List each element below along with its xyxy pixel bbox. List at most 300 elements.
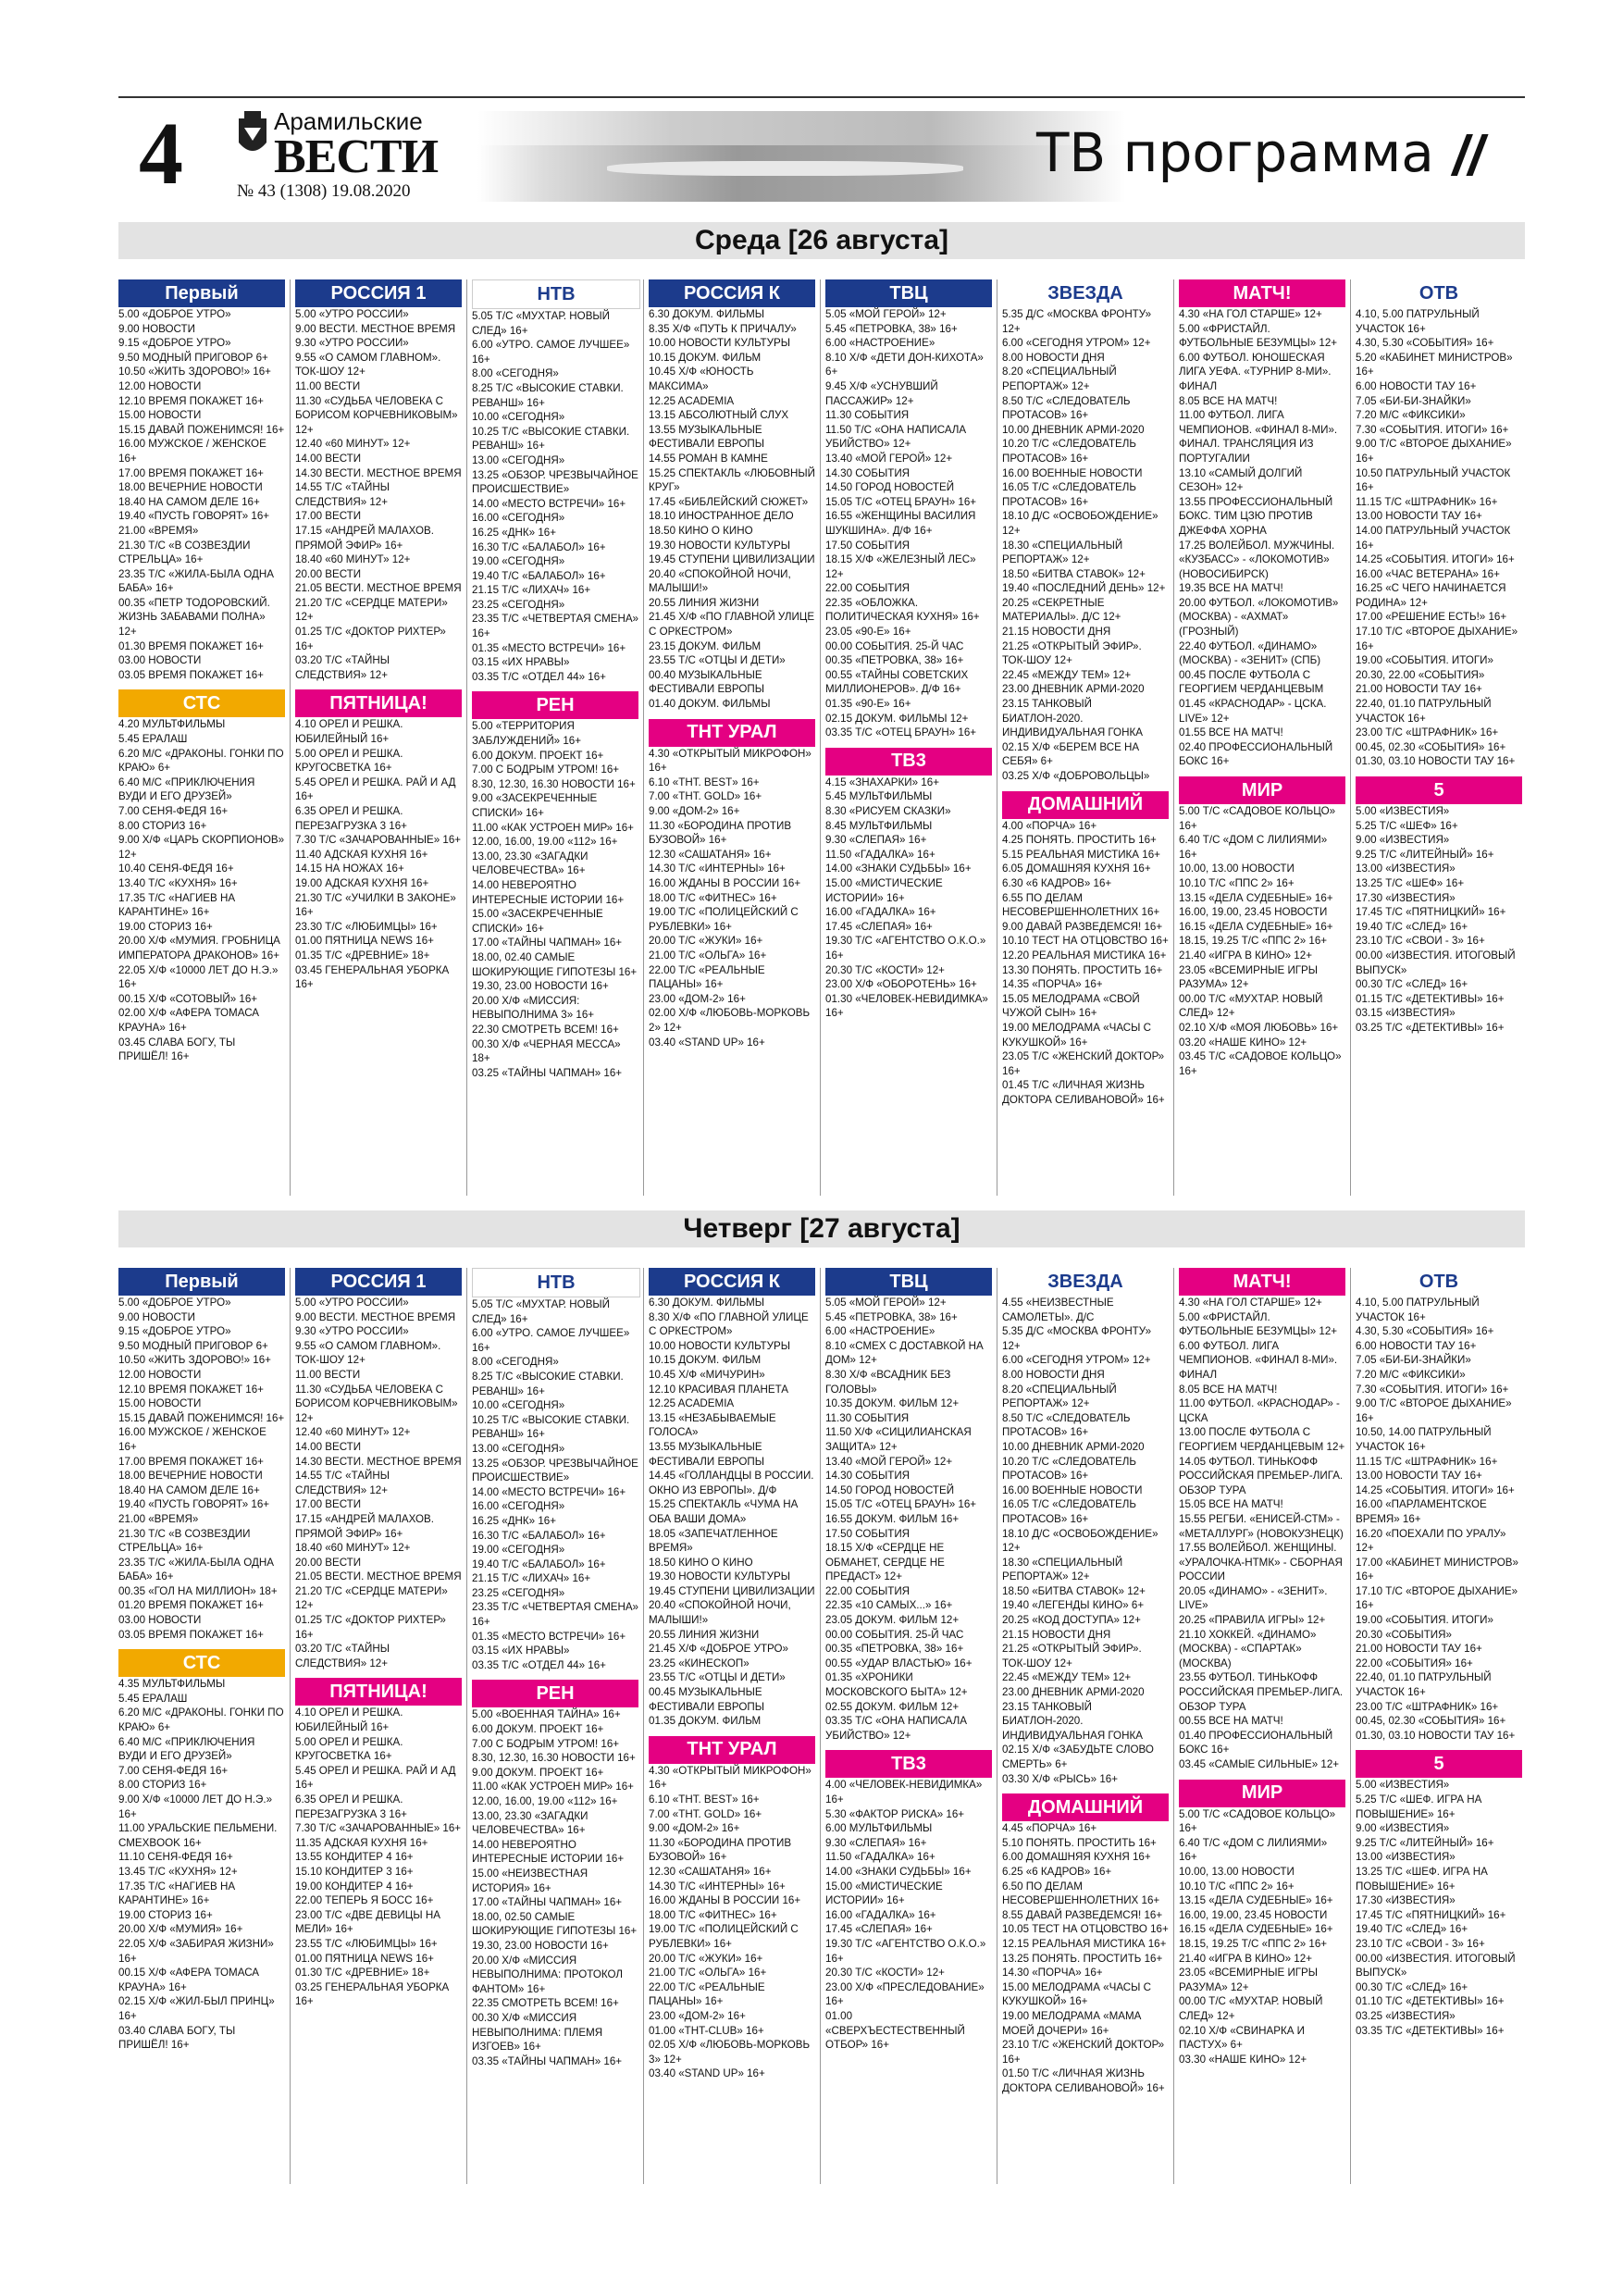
channel-column	[825, 279, 992, 1021]
program-list	[472, 1297, 638, 1672]
program-item: 18.50 «БИТВА СТАВОК» 12+	[1002, 567, 1146, 580]
program-item: 10.25 Т/С «ВЫСОКИЕ СТАВКИ. РЕВАНШ» 16+	[472, 425, 630, 453]
column-divider	[643, 279, 644, 1196]
program-item: 03.45 СЛАВА БОГУ, ТЫ ПРИШЁЛ! 16+	[118, 1036, 236, 1063]
program-item: 8.05 ВСЕ НА МАТЧ!	[1179, 394, 1278, 407]
program-item: 15.15 ДАВАЙ ПОЖЕНИМСЯ! 16+	[118, 423, 285, 436]
program-item: 00.35 «ПЕТРОВКА, 38» 16+	[825, 1643, 964, 1656]
program-item: 17.15 «АНДРЕЙ МАЛАХОВ. ПРЯМОЙ ЭФИР» 16+	[295, 524, 434, 552]
program-item: 6.00 МУЛЬТФИЛЬМЫ	[825, 1822, 933, 1835]
channel-logo	[295, 1268, 462, 1296]
channel-name: Первый	[165, 1271, 239, 1292]
program-item: 21.20 Т/С «СЕРДЦЕ МАТЕРИ» 12+	[295, 1584, 448, 1612]
program-item: 21.15 Т/С «ЛИХАЧ» 16+	[472, 584, 591, 597]
program-list	[1356, 1778, 1522, 2038]
program-item: 18.50 «БИТВА СТАВОК» 12+	[1002, 1584, 1146, 1597]
program-item: 13.25 Т/С «ШЕФ» 16+	[1356, 876, 1465, 889]
program-item: 13.55 МУЗЫКАЛЬНЫЕ ФЕСТИВАЛИ ЕВРОПЫ	[649, 1440, 765, 1468]
program-item: 15.00 НОВОСТИ	[118, 409, 202, 422]
program-item: 14.00 НЕВЕРОЯТНО ИНТЕРЕСНЫЕ ИСТОРИИ 16+	[472, 1838, 625, 1866]
program-item: 17.00 ВРЕМЯ ПОКАЖЕТ 16+	[118, 466, 264, 479]
program-item: 16.00, 19.00, 23.45 НОВОСТИ	[1179, 906, 1328, 919]
program-item: 10.00, 13.00 НОВОСТИ	[1179, 1865, 1295, 1878]
channel-name: РОССИЯ 1	[330, 282, 427, 304]
program-item: 7.00 СЕНЯ-ФЕДЯ 16+	[118, 805, 229, 817]
program-item: 16.30 Т/С «БАЛАБОЛ» 16+	[472, 1529, 606, 1542]
column-divider	[643, 1268, 644, 2184]
program-item: 15.25 СПЕКТАКЛЬ «ЛЮБОВНЫЙ КРУГ»	[649, 466, 816, 494]
program-item: 11.30 «БОРОДИНА ПРОТИВ БУЗОВОЙ» 16+	[649, 1836, 792, 1864]
program-item: 22.40 ФУТБОЛ. «ДИНАМО» (МОСКВА) - «ЗЕНИТ» (СПБ)	[1179, 639, 1321, 667]
program-item: 9.30 «СЛЕПАЯ» 16+	[825, 834, 927, 847]
program-item: 11.30 СОБЫТИЯ	[825, 1411, 910, 1424]
program-item: 10.50 «ЖИТЬ ЗДОРОВО!» 16+	[118, 1354, 271, 1367]
program-item: 16.00 ВОЕННЫЕ НОВОСТИ	[1002, 1483, 1143, 1496]
program-item: 15.05 ВСЕ НА МАТЧ!	[1179, 1498, 1283, 1511]
program-item: 7.00 С БОДРЫМ УТРОМ! 16+	[472, 1737, 620, 1750]
program-item: 9.00 «ДОМ-2» 16+	[649, 805, 740, 817]
program-item: 13.40 Т/С «КУХНЯ» 16+	[118, 876, 238, 889]
program-item: 22.00 ТЕПЕРЬ Я БОСС 16+	[295, 1894, 434, 1907]
program-item: 18.50 КИНО О КИНО	[649, 1556, 753, 1569]
channel-column	[1002, 1268, 1169, 2095]
program-item: 6.20 М/С «ДРАКОНЫ. ГОНКИ ПО КРАЮ» 6+	[118, 747, 284, 775]
program-item: 9.30 «СЛЕПАЯ» 16+	[825, 1836, 927, 1849]
program-item: 9.00 ДАВАЙ РАЗВЕДЕМСЯ! 16+	[1002, 920, 1163, 933]
column-divider	[290, 279, 291, 1196]
program-item: 02.55 ДОКУМ. ФИЛЬМ 12+	[825, 1700, 960, 1713]
program-item: 16.25 «С ЧЕГО НАЧИНАЕТСЯ РОДИНА» 12+	[1356, 582, 1506, 609]
channel-name: ЗВЕЗДА	[1047, 1271, 1123, 1292]
program-item: 21.45 Х/Ф «ПО ГЛАВНОЙ УЛИЦЕ С ОРКЕСТРОМ»	[649, 611, 815, 639]
program-item: 6.00 ДОКУМ. ПРОЕКТ 16+	[472, 1723, 604, 1736]
program-item: 20.00 ВЕСТИ	[295, 567, 362, 580]
column-divider	[820, 1268, 821, 2184]
channel-column	[118, 1268, 285, 2053]
program-item: 14.30 «ПОРЧА» 16+	[1002, 1967, 1103, 1980]
program-item: 6.00 «УТРО. САМОЕ ЛУЧШЕЕ» 16+	[472, 1327, 630, 1354]
program-item: 19.40 Т/С «БАЛАБОЛ» 16+	[472, 569, 606, 582]
program-item: 15.00 «ЗАСЕКРЕЧЕННЫЕ СПИСКИ» 16+	[472, 908, 603, 935]
program-item: 21.15 НОВОСТИ ДНЯ	[1002, 626, 1111, 639]
program-item: 9.00 «ДОМ-2» 16+	[649, 1822, 740, 1835]
program-item: 15.05 Т/С «ОТЕЦ БРАУН» 16+	[825, 1498, 977, 1511]
program-item: 19.00 СТОРИЗ 16+	[118, 920, 213, 933]
sub-channel-logo	[295, 689, 462, 717]
program-item: 12.00 НОВОСТИ	[118, 379, 202, 392]
channel-name: ОТВ	[1419, 282, 1459, 304]
program-item: 20.30 Т/С «КОСТИ» 12+	[825, 1967, 945, 1980]
schedule-wednesday	[118, 279, 1525, 1205]
channel-name: ЗВЕЗДА	[1047, 282, 1123, 304]
program-item: 19.30, 23.00 НОВОСТИ 16+	[472, 980, 609, 993]
program-item: 7.20 М/С «ФИКСИКИ»	[1356, 409, 1466, 422]
issue-info: № 43 (1308) 19.08.2020	[237, 181, 411, 201]
program-item: 9.00 ДОКУМ. ПРОЕКТ 16+	[472, 1766, 604, 1779]
program-item: 9.15 «ДОБРОЕ УТРО»	[118, 1325, 231, 1338]
section-slashes: //	[1453, 125, 1484, 187]
sub-channel-logo	[472, 691, 638, 719]
program-item: 01.35 ДОКУМ. ФИЛЬМ	[649, 1715, 762, 1728]
program-item: 19.35 ВСЕ НА МАТЧ!	[1179, 582, 1283, 595]
program-item: 19.00 Т/С «ПОЛИЦЕЙСКИЙ С РУБЛЕВКИ» 16+	[649, 1923, 799, 1950]
program-item: 03.25 «ИЗВЕСТИЯ»	[1356, 2009, 1456, 2022]
program-item: 18.00 ВЕЧЕРНИЕ НОВОСТИ	[118, 1470, 263, 1483]
program-item: 22.05 Х/Ф «10000 ЛЕТ ДО Н.Э.» 16+	[118, 963, 279, 991]
channel-name: РОССИЯ 1	[330, 1271, 427, 1292]
program-item: 00.55 «ТАЙНЫ СОВЕТСКИХ МИЛЛИОНЕРОВ». Д/Ф 16+	[825, 668, 969, 696]
program-item: 23.25 «СЕГОДНЯ»	[472, 1586, 565, 1599]
program-item: 21.15 Т/С «ЛИХАЧ» 16+	[472, 1572, 591, 1585]
column-divider	[466, 279, 467, 1196]
program-item: 22.30 СМОТРЕТЬ ВСЕМ! 16+	[472, 1023, 619, 1036]
column-divider	[1173, 1268, 1174, 2184]
program-item: 01.25 Т/С «ДОКТОР РИХТЕР» 16+	[295, 1614, 446, 1641]
program-item: 19.30, 23.00 НОВОСТИ 16+	[472, 1939, 609, 1952]
program-item: 5.00 Т/С «САДОВОЕ КОЛЬЦО» 16+	[1179, 1807, 1336, 1835]
sub-channel-name: ПЯТНИЦА!	[329, 1681, 427, 1702]
program-list	[295, 1706, 462, 2008]
photo-sky	[477, 111, 1125, 145]
channel-column	[472, 1268, 638, 2068]
program-item: 13.55 КОНДИТЕР 4 16+	[295, 1851, 414, 1864]
program-item: 03.40 СЛАВА БОГУ, ТЫ ПРИШЁЛ! 16+	[118, 2024, 236, 2052]
program-item: 10.45 Х/Ф «ЮНОСТЬ МАКСИМА»	[649, 366, 754, 392]
program-item: 5.45 ОРЕЛ И РЕШКА. РАЙ И АД 16+	[295, 1764, 456, 1792]
program-item: 12.25 ACADEMIA	[649, 394, 735, 407]
program-list	[1356, 804, 1522, 1036]
program-item: 9.00 НОВОСТИ	[118, 1310, 195, 1323]
program-item: 16.55 ДОКУМ. ФИЛЬМ 16+	[825, 1512, 960, 1525]
program-item: 02.40 ПРОФЕССИОНАЛЬНЫЙ БОКС 16+	[1179, 740, 1333, 768]
program-item: 23.05 Т/С «ЖЕНСКИЙ ДОКТОР» 16+	[1002, 1050, 1165, 1077]
program-item: 6.00 ДОМАШНЯЯ КУХНЯ 16+	[1002, 1851, 1151, 1864]
program-item: 14.30 ВЕСТИ. МЕСТНОЕ ВРЕМЯ	[295, 1455, 462, 1468]
sub-channel-logo	[1002, 791, 1169, 819]
program-item: 23.05 «ВСЕМИРНЫЕ ИГРЫ РАЗУМА» 12+	[1179, 1967, 1319, 1993]
program-item: 19.40 «ЛЕГЕНДЫ КИНО» 6+	[1002, 1599, 1145, 1612]
program-item: 6.00 «НАСТРОЕНИЕ»	[825, 337, 935, 350]
channel-column	[118, 279, 285, 1064]
program-item: 8.10 Х/Ф «ДЕТИ ДОН-КИХОТА» 6+	[825, 351, 984, 379]
program-item: 01.35 «ХРОНИКИ МОСКОВСКОГО БЫТА» 12+	[825, 1671, 968, 1699]
program-item: 9.45 Х/Ф «УСНУВШИЙ ПАССАЖИР» 12+	[825, 379, 938, 407]
program-item: 20.00 Х/Ф «МУМИЯ. ГРОБНИЦА ИМПЕРАТОРА ДРАКОНОВ» 16+	[118, 935, 280, 962]
program-item: 8.00 «СЕГОДНЯ»	[472, 367, 559, 380]
program-item: 8.00 СТОРИЗ 16+	[118, 1779, 207, 1792]
program-item: 03.40 «STAND UP» 16+	[649, 2067, 765, 2080]
program-item: 18.15, 19.25 Т/С «ППС 2» 16+	[1179, 935, 1328, 948]
program-item: 4.30 «ОТКРЫТЫЙ МИКРОФОН» 16+	[649, 1764, 812, 1792]
program-item: 10.00 НОВОСТИ КУЛЬТУРЫ	[649, 1339, 790, 1352]
program-item: 22.00 Т/С «РЕАЛЬНЫЕ ПАЦАНЫ» 16+	[649, 963, 765, 991]
program-item: 7.20 М/С «ФИКСИКИ»	[1356, 1368, 1466, 1381]
program-item: 7.00 СЕНЯ-ФЕДЯ 16+	[118, 1764, 229, 1777]
program-list	[1002, 307, 1169, 784]
program-item: 19.30 НОВОСТИ КУЛЬТУРЫ	[649, 1570, 790, 1583]
program-item: 11.00 УРАЛЬСКИЕ ПЕЛЬМЕНИ. СМЕХBOOK 16+	[118, 1822, 278, 1849]
program-item: 20.30 Т/С «КОСТИ» 12+	[825, 963, 945, 976]
channel-column	[1356, 279, 1522, 1036]
program-item: 4.25 ПОНЯТЬ. ПРОСТИТЬ 16+	[1002, 834, 1157, 847]
program-item: 14.05 ФУТБОЛ. ТИНЬКОФФ РОССИЙСКАЯ ПРЕМЬЕР-ЛИГА. ОБЗОР ТУРА	[1179, 1455, 1344, 1496]
program-item: 5.00 «ВОЕННАЯ ТАЙНА» 16+	[472, 1708, 621, 1721]
program-item: 5.00 «ИЗВЕСТИЯ»	[1356, 805, 1450, 817]
program-item: 23.15 ДОКУМ. ФИЛЬМ	[649, 639, 762, 652]
program-item: 16.00 «ГАДАЛКА» 16+	[825, 906, 936, 919]
program-item: 5.05 «МОЙ ГЕРОЙ» 12+	[825, 1297, 947, 1309]
channel-logo	[1356, 279, 1522, 307]
program-item: 12.10 ВРЕМЯ ПОКАЖЕТ 16+	[118, 1383, 264, 1396]
program-list	[472, 309, 638, 684]
program-item: 23.25 «КИНЕСКОП»	[649, 1657, 750, 1669]
channel-logo	[118, 279, 285, 307]
program-item: 4.10, 5.00 ПАТРУЛЬНЫЙ УЧАСТОК 16+	[1356, 1297, 1480, 1323]
program-list	[1179, 1296, 1345, 1772]
program-item: 4.15 «ЗНАХАРКИ» 16+	[825, 776, 939, 788]
program-item: 7.05 «БИ-БИ-ЗНАЙКИ»	[1356, 1354, 1471, 1367]
program-item: 11.00 «КАК УСТРОЕН МИР» 16+	[472, 1781, 634, 1793]
program-list	[1002, 1821, 1169, 2095]
top-rule	[118, 96, 1525, 98]
program-item: 00.45 ПОСЛЕ ФУТБОЛА С ГЕОРГИЕМ ЧЕРДАНЦЕВЫМ	[1179, 668, 1324, 696]
program-item: 02.10 Х/Ф «СВИНАРКА И ПАСТУХ» 6+	[1179, 2024, 1305, 2052]
program-item: 10.45 Х/Ф «МИЧУРИН»	[649, 1368, 765, 1381]
program-list	[472, 719, 638, 1080]
program-item: 11.30 «СУДЬБА ЧЕЛОВЕКА С БОРИСОМ КОРЧЕВНИКОВЫМ» 12+	[295, 1383, 458, 1424]
program-item: 13.00 «ИЗВЕСТИЯ»	[1356, 1851, 1456, 1864]
program-item: 9.15 «ДОБРОЕ УТРО»	[118, 337, 231, 350]
program-item: 17.45 Т/С «ПЯТНИЦКИЙ» 16+	[1356, 1908, 1506, 1921]
program-item: 8.00 НОВОСТИ ДНЯ	[1002, 1368, 1105, 1381]
program-item: 23.05 «90-Е» 16+	[825, 626, 911, 639]
program-item: 9.00 ВЕСТИ. МЕСТНОЕ ВРЕМЯ	[295, 322, 456, 335]
program-item: 12.25 ACADEMIA	[649, 1397, 735, 1410]
column-divider	[820, 279, 821, 1196]
program-item: 19.40 Т/С «СЛЕД» 16+	[1356, 1923, 1468, 1936]
program-item: 8.30, 12.30, 16.30 НОВОСТИ 16+	[472, 1752, 636, 1765]
program-item: 13.15 «НЕЗАБЫВАЕМЫЕ ГОЛОСА»	[649, 1411, 776, 1439]
program-item: 16.00 «СЕГОДНЯ»	[472, 512, 565, 525]
program-item: 20.00 Х/Ф «МИССИЯ НЕВЫПОЛНИМА: ПРОТОКОЛ ФАНТОМ» 16+	[472, 1954, 623, 1995]
channel-name: МАТЧ!	[1233, 1271, 1292, 1292]
program-item: 16.00 «ЧАС ВЕТЕРАНА» 16+	[1356, 567, 1500, 580]
program-item: 8.25 Т/С «ВЫСОКИЕ СТАВКИ. РЕВАНШ» 16+	[472, 1370, 624, 1397]
column-divider	[466, 1268, 467, 2184]
program-item: 00.00 «ИЗВЕСТИЯ. ИТОГОВЫЙ ВЫПУСК»	[1356, 949, 1516, 976]
channel-column	[649, 279, 815, 1049]
program-item: 03.35 Т/С «ОТЕЦ БРАУН» 16+	[825, 726, 977, 739]
program-item: 01.30, 03.10 НОВОСТИ ТАУ 16+	[1356, 1729, 1516, 1742]
program-item: 14.30 СОБЫТИЯ	[825, 1470, 911, 1483]
program-item: 23.35 Т/С «ЖИЛА-БЫЛА ОДНА БАБА» 16+	[118, 1556, 274, 1583]
program-item: 17.30 «ИЗВЕСТИЯ»	[1356, 891, 1456, 904]
program-item: 6.30 ДОКУМ. ФИЛЬМЫ	[649, 308, 765, 320]
sub-channel-name: РЕН	[536, 694, 575, 715]
program-item: 03.05 ВРЕМЯ ПОКАЖЕТ 16+	[118, 1628, 264, 1641]
program-item: 21.00 Т/С «ОЛЬГА» 16+	[649, 949, 767, 962]
program-item: 12.00 НОВОСТИ	[118, 1368, 202, 1381]
program-item: 11.00 ВЕСТИ	[295, 379, 361, 392]
program-item: 6.30 «6 КАДРОВ» 16+	[1002, 876, 1112, 889]
program-item: 14.30 Т/С «ИНТЕРНЫ» 16+	[649, 1880, 786, 1893]
sub-channel-logo	[1356, 1750, 1522, 1778]
sub-channel-logo	[825, 1750, 992, 1778]
program-item: 01.35 «МЕСТО ВСТРЕЧИ» 16+	[472, 1630, 626, 1643]
program-item: 01.35 «90-Е» 16+	[825, 698, 911, 711]
program-item: 11.35 АДСКАЯ КУХНЯ 16+	[295, 1836, 428, 1849]
program-item: 02.15 Х/Ф «ЖИЛ-БЫЛ ПРИНЦ» 16+	[118, 1995, 275, 2022]
program-item: 11.50 «ГАДАЛКА» 16+	[825, 1851, 935, 1864]
sub-channel-logo	[1356, 776, 1522, 804]
program-item: 17.45 «СЛЕПАЯ» 16+	[825, 1923, 933, 1936]
program-item: 16.25 «ДНК» 16+	[472, 526, 556, 539]
program-item: 18.05 «ЗАПЕЧАТЛЕННОЕ ВРЕМЯ»	[649, 1527, 778, 1555]
program-item: 00.00 СОБЫТИЯ. 25-Й ЧАС	[825, 1628, 964, 1641]
program-item: 5.45 ОРЕЛ И РЕШКА. РАЙ И АД 16+	[295, 776, 456, 803]
program-item: 19.40 Т/С «СЛЕД» 16+	[1356, 920, 1468, 933]
program-item: 22.00 СОБЫТИЯ	[825, 1584, 911, 1597]
program-item: 13.25 ПОНЯТЬ. ПРОСТИТЬ 16+	[1002, 1952, 1163, 1965]
program-item: 19.00 СТОРИЗ 16+	[118, 1908, 213, 1921]
program-item: 03.30 «НАШЕ КИНО» 12+	[1179, 2053, 1307, 2066]
program-item: 15.00 МЕЛОДРАМА «ЧАСЫ С КУКУШКОЙ» 16+	[1002, 1980, 1152, 2008]
program-item: 5.10 ПОНЯТЬ. ПРОСТИТЬ 16+	[1002, 1836, 1157, 1849]
channel-name: ОТВ	[1419, 1271, 1459, 1292]
program-item: 10.20 Т/С «СЛЕДОВАТЕЛЬ ПРОТАСОВ» 16+	[1002, 1455, 1136, 1483]
program-item: 23.35 Т/С «ЧЕТВЕРТАЯ СМЕНА» 16+	[472, 613, 639, 640]
program-item: 02.15 Х/Ф «БЕРЕМ ВСЕ НА СЕБЯ» 6+	[1002, 740, 1140, 768]
program-item: 16.15 «ДЕЛА СУДЕБНЫЕ» 16+	[1179, 1923, 1333, 1936]
program-item: 10.10 ТЕСТ НА ОТЦОВСТВО 16+	[1002, 935, 1169, 948]
program-item: 6.00 ДОКУМ. ПРОЕКТ 16+	[472, 749, 604, 762]
program-item: 5.05 «МОЙ ГЕРОЙ» 12+	[825, 308, 947, 320]
paper-name-line1: Арамильские	[274, 107, 423, 135]
program-item: 23.00 Т/С «ШТРАФНИК» 16+	[1356, 1700, 1499, 1713]
program-item: 4.00 «ПОРЧА» 16+	[1002, 819, 1097, 832]
program-item: 11.30 СОБЫТИЯ	[825, 409, 910, 422]
program-item: 9.55 «О САМОМ ГЛАВНОМ». ТОК-ШОУ 12+	[295, 351, 441, 379]
header-photo	[477, 111, 1125, 202]
program-item: 01.45 Т/С «ЛИЧНАЯ ЖИЗНЬ ДОКТОРА СЕЛИВАНОВОЙ» 16+	[1002, 1079, 1165, 1106]
sub-channel-name: ДОМАШНИЙ	[1027, 794, 1144, 815]
program-item: 03.20 «НАШЕ КИНО» 12+	[1179, 1036, 1307, 1049]
program-item: 19.30 Т/С «АГЕНТСТВО О.К.О.» 16+	[825, 935, 986, 962]
channel-logo	[118, 1268, 285, 1296]
program-item: 03.35 Т/С «ДЕТЕКТИВЫ» 16+	[1356, 2024, 1505, 2037]
program-item: 13.25 Т/С «ШЕФ. ИГРА НА ПОВЫШЕНИЕ» 16+	[1356, 1865, 1488, 1893]
program-item: 20.00 Т/С «ЖУКИ» 16+	[649, 1952, 763, 1965]
channel-name: НТВ	[537, 283, 576, 304]
program-item: 23.00 Х/Ф «ОБОРОТЕНЬ» 16+	[825, 978, 977, 991]
program-item: 16.25 «ДНК» 16+	[472, 1514, 556, 1527]
program-item: 15.15 ДАВАЙ ПОЖЕНИМСЯ! 16+	[118, 1411, 285, 1424]
program-item: 22.35 СМОТРЕТЬ ВСЕМ! 16+	[472, 1997, 619, 2010]
program-item: 16.00, 19.00, 23.45 НОВОСТИ	[1179, 1908, 1328, 1921]
program-item: 16.30 Т/С «БАЛАБОЛ» 16+	[472, 540, 606, 553]
program-item: 6.00 НОВОСТИ ТАУ 16+	[1356, 379, 1477, 392]
program-item: 10.50 «ЖИТЬ ЗДОРОВО!» 16+	[118, 366, 271, 379]
program-item: 19.00 «СЕГОДНЯ»	[472, 1544, 565, 1557]
program-item: 13.55 МУЗЫКАЛЬНЫЕ ФЕСТИВАЛИ ЕВРОПЫ	[649, 423, 765, 451]
program-item: 19.00 МЕЛОДРАМА «МАМА МОЕЙ ДОЧЕРИ» 16+	[1002, 2009, 1142, 2037]
program-item: 14.00 «ЗНАКИ СУДЬБЫ» 16+	[825, 1865, 972, 1878]
program-item: 17.10 Т/С «ВТОРОЕ ДЫХАНИЕ» 16+	[1356, 626, 1518, 652]
program-item: 00.45 МУЗЫКАЛЬНЫЕ ФЕСТИВАЛИ ЕВРОПЫ	[649, 1686, 765, 1713]
program-item: 8.50 Т/С «СЛЕДОВАТЕЛЬ ПРОТАСОВ» 16+	[1002, 394, 1131, 422]
program-item: 21.30 Т/С «УЧИЛКИ В ЗАКОНЕ» 16+	[295, 891, 456, 919]
program-item: 17.00 «РЕШЕНИЕ ЕСТЬ!» 16+	[1356, 611, 1507, 624]
sub-channel-logo	[1179, 776, 1345, 804]
program-item: 19.40 «ПОСЛЕДНИЙ ДЕНЬ» 12+	[1002, 582, 1166, 595]
program-item: 12.30 «САШАТАНЯ» 16+	[649, 1865, 772, 1878]
program-item: 16.15 «ДЕЛА СУДЕБНЫЕ» 16+	[1179, 920, 1333, 933]
program-item: 13.30 ПОНЯТЬ. ПРОСТИТЬ 16+	[1002, 963, 1163, 976]
program-item: 02.15 Х/Ф «ЗАБУДЬТЕ СЛОВО СМЕРТЬ» 6+	[1002, 1744, 1154, 1770]
program-item: 01.00 «СВЕРХЪЕСТЕСТВЕННЫЙ ОТБОР» 16+	[825, 2009, 965, 2052]
program-item: 21.00 НОВОСТИ ТАУ 16+	[1356, 1643, 1482, 1656]
program-item: 00.30 Т/С «СЛЕД» 16+	[1356, 978, 1468, 991]
program-item: 00.00 СОБЫТИЯ. 25-Й ЧАС	[825, 639, 964, 652]
program-item: 14.00 «МЕСТО ВСТРЕЧИ» 16+	[472, 497, 626, 510]
program-item: 01.25 Т/С «ДОКТОР РИХТЕР» 16+	[295, 626, 446, 652]
program-item: 10.40 СЕНЯ-ФЕДЯ 16+	[118, 863, 234, 875]
program-item: 11.15 Т/С «ШТРАФНИК» 16+	[1356, 495, 1498, 508]
program-item: 4.10, 5.00 ПАТРУЛЬНЫЙ УЧАСТОК 16+	[1356, 308, 1480, 335]
program-item: 19.00 «СОБЫТИЯ. ИТОГИ»	[1356, 1614, 1493, 1627]
program-item: 19.40 «ПУСТЬ ГОВОРЯТ» 16+	[118, 510, 270, 523]
sub-channel-name: ТВ3	[891, 751, 926, 772]
program-item: 4.10 ОРЕЛ И РЕШКА. ЮБИЛЕЙНЫЙ 16+	[295, 718, 403, 746]
program-item: 01.35 «МЕСТО ВСТРЕЧИ» 16+	[472, 641, 626, 654]
program-item: 23.00 Т/С «ШТРАФНИК» 16+	[1356, 726, 1499, 739]
program-item: 00.45, 02.30 «СОБЫТИЯ» 16+	[1356, 1715, 1506, 1728]
program-item: 5.00 ОРЕЛ И РЕШКА. КРУГОСВЕТКА 16+	[295, 747, 403, 775]
program-item: 18.10 ИНОСТРАННОЕ ДЕЛО	[649, 510, 794, 523]
channel-logo	[649, 279, 815, 307]
program-item: 19.00 «СОБЫТИЯ. ИТОГИ»	[1356, 654, 1493, 667]
program-list	[1356, 307, 1522, 769]
program-item: 23.55 Т/С «ОТЦЫ И ДЕТИ»	[649, 1671, 786, 1684]
column-divider	[1350, 1268, 1351, 2184]
program-item: 21.10 ХОККЕЙ. «ДИНАМО» (МОСКВА) - «СПАРТАК» (МОСКВА)	[1179, 1628, 1317, 1669]
program-item: 5.35 Д/С «МОСКВА ФРОНТУ» 12+	[1002, 1325, 1152, 1352]
program-item: 21.40 «ИГРА В КИНО» 12+	[1179, 1952, 1312, 1965]
program-item: 20.55 ЛИНИЯ ЖИЗНИ	[649, 1628, 760, 1641]
program-item: 01.30 Т/С «ДРЕВНИЕ» 18+	[295, 1967, 430, 1980]
channel-name: РОССИЯ К	[683, 282, 781, 304]
channel-column	[295, 279, 462, 992]
program-item: 5.00 ОРЕЛ И РЕШКА. КРУГОСВЕТКА 16+	[295, 1735, 403, 1763]
program-item: 21.00 «ВРЕМЯ»	[118, 524, 199, 537]
program-item: 03.00 НОВОСТИ	[118, 1614, 202, 1627]
program-item: 14.55 Т/С «ТАЙНЫ СЛЕДСТВИЯ» 12+	[295, 1470, 390, 1496]
program-item: 5.30 «ФАКТОР РИСКА» 16+	[825, 1807, 965, 1820]
program-item: 8.25 Т/С «ВЫСОКИЕ СТАВКИ. РЕВАНШ» 16+	[472, 381, 624, 409]
program-item: 20.30 «СОБЫТИЯ»	[1356, 1628, 1452, 1641]
sub-channel-name: ТНТ УРАЛ	[687, 722, 777, 743]
program-item: 5.15 РЕАЛЬНАЯ МИСТИКА 16+	[1002, 848, 1160, 861]
sub-channel-name: СТС	[182, 692, 221, 714]
program-item: 01.30 ВРЕМЯ ПОКАЖЕТ 16+	[118, 639, 264, 652]
program-list	[649, 1764, 815, 2081]
channel-column	[649, 1268, 815, 2081]
program-item: 03.35 Т/С «ОТДЕЛ 44» 16+	[472, 1658, 606, 1671]
program-item: 7.00 С БОДРЫМ УТРОМ! 16+	[472, 763, 620, 776]
program-item: 7.05 «БИ-БИ-ЗНАЙКИ»	[1356, 394, 1471, 407]
program-item: 00.00 «ИЗВЕСТИЯ. ИТОГОВЫЙ ВЫПУСК»	[1356, 1952, 1516, 1980]
channel-logo	[649, 1268, 815, 1296]
